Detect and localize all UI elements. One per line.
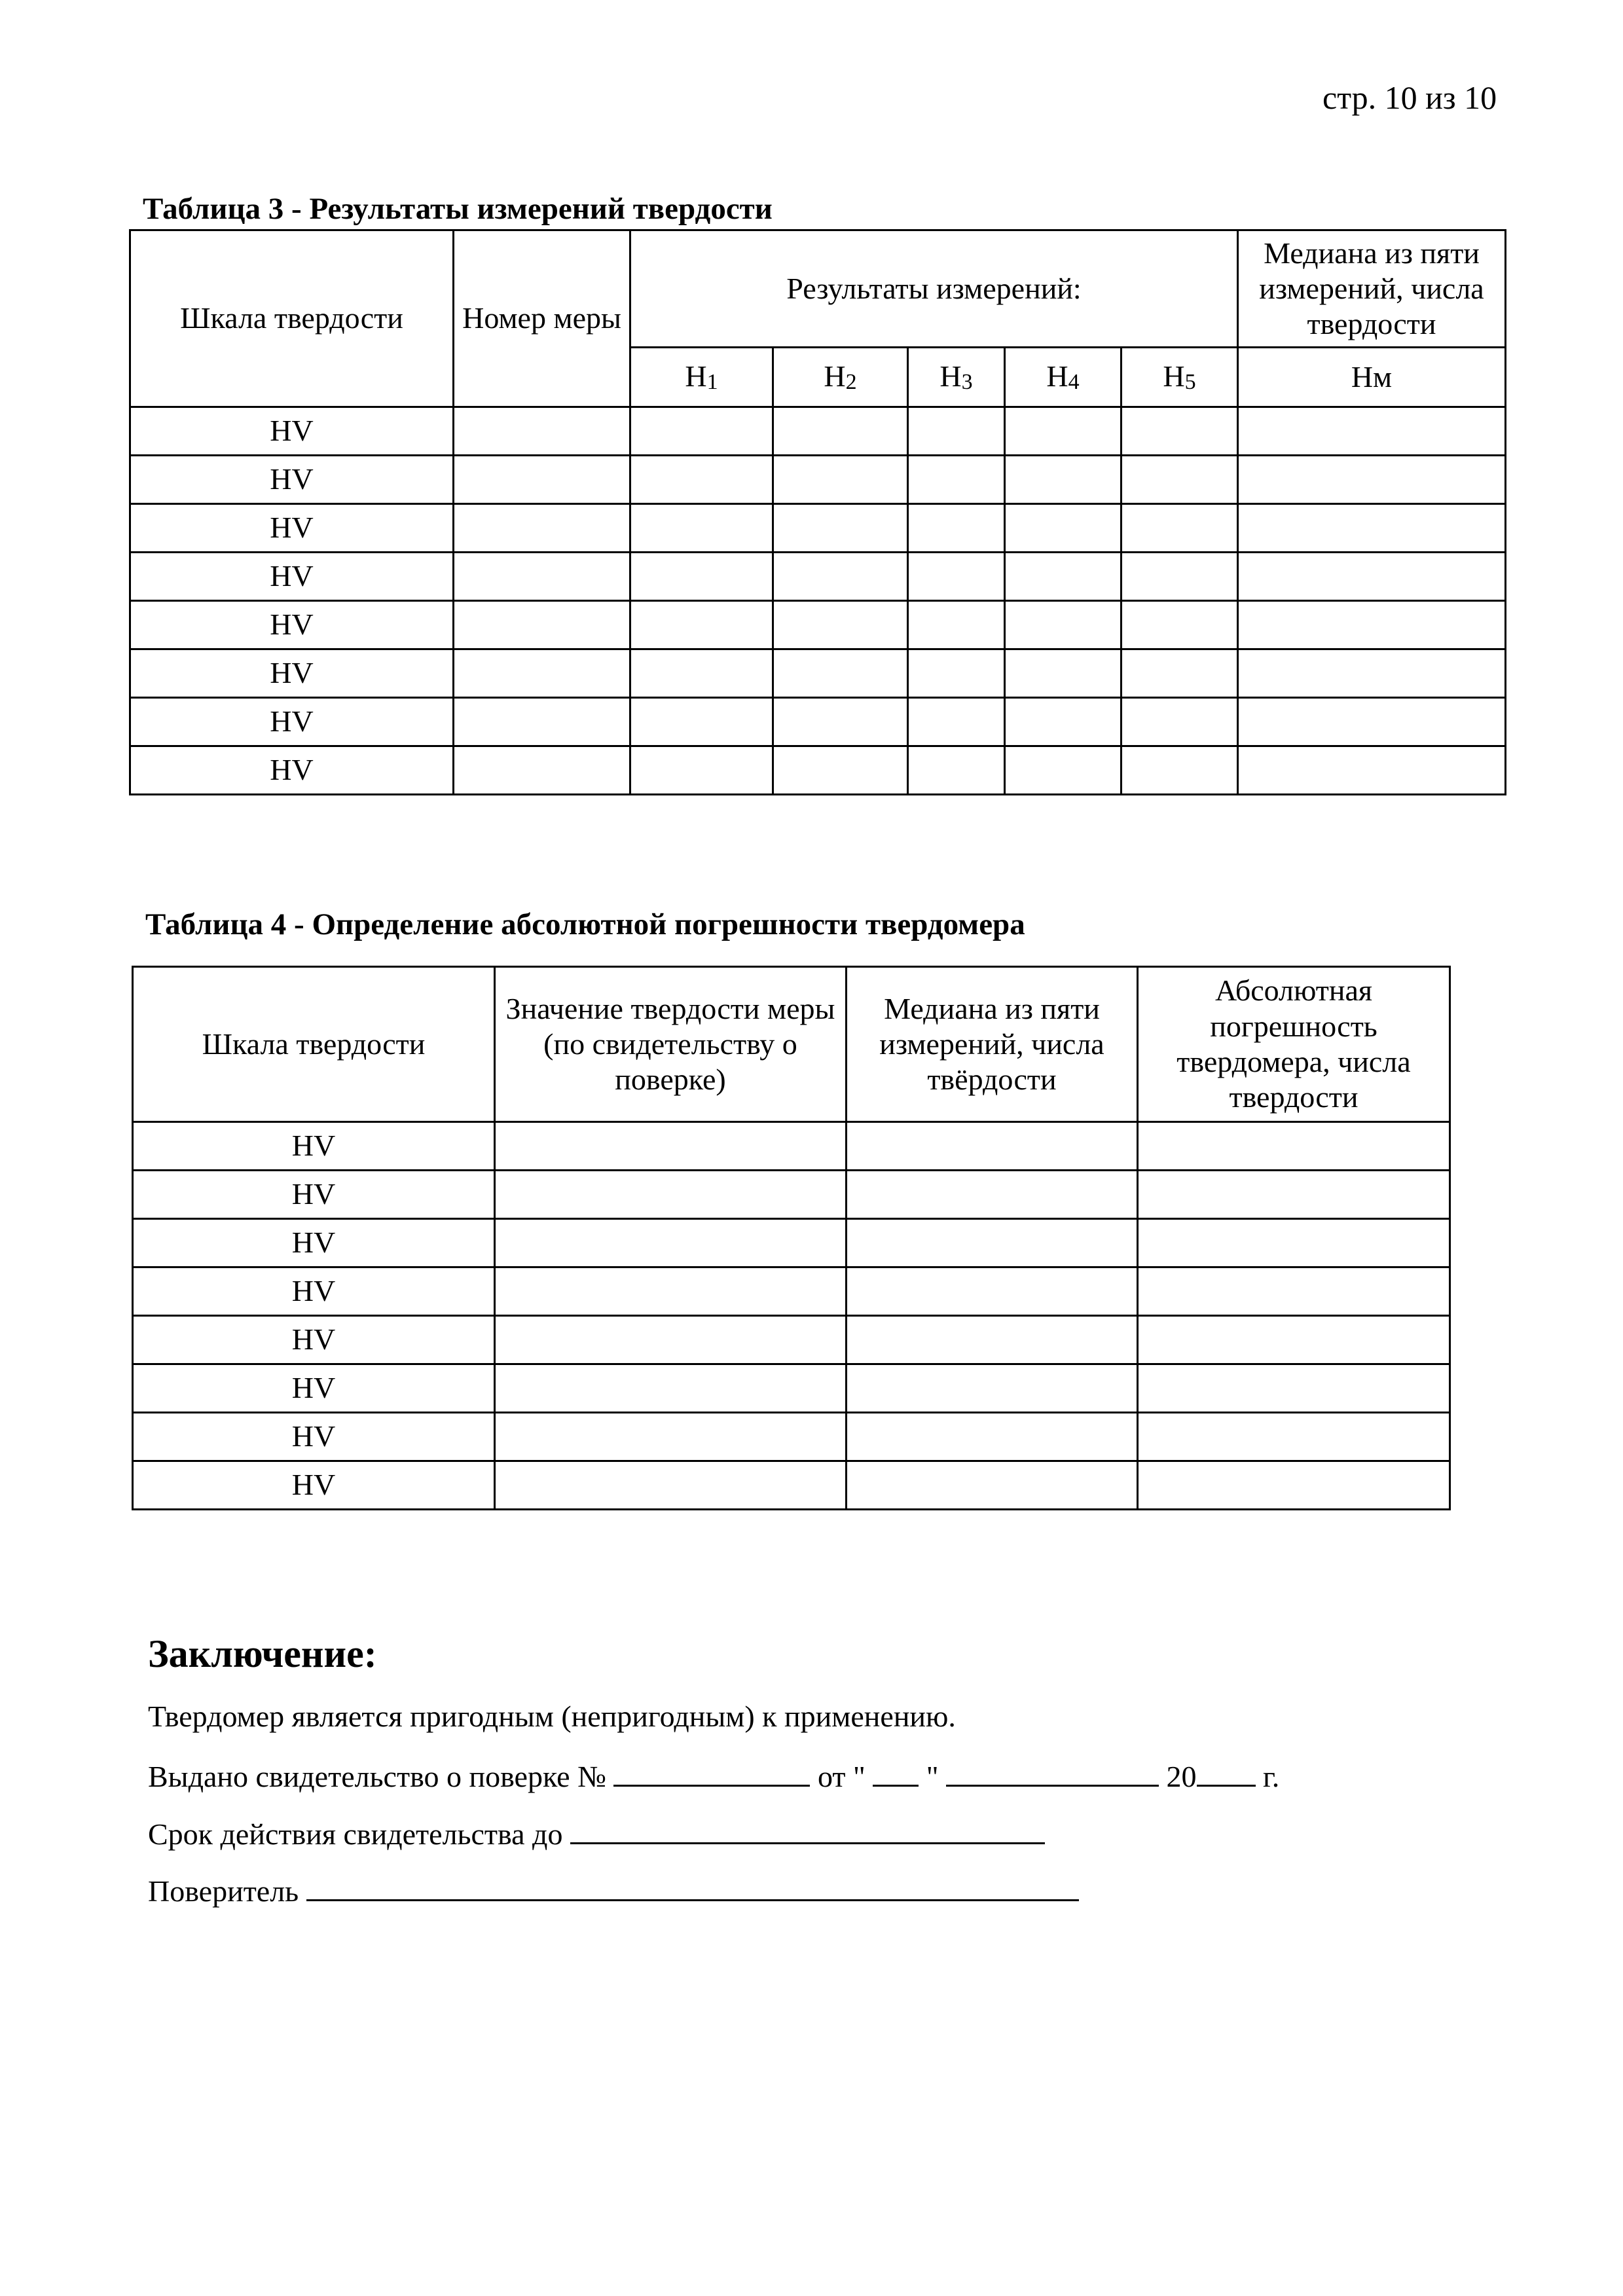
empty-cell[interactable]	[1122, 407, 1238, 456]
scale-cell: HV	[133, 1461, 495, 1510]
header-h2: $H_2$	[773, 348, 908, 407]
empty-cell[interactable]	[454, 504, 630, 553]
empty-cell[interactable]	[495, 1316, 847, 1364]
empty-cell[interactable]	[847, 1413, 1138, 1461]
empty-cell[interactable]	[1138, 1461, 1450, 1510]
scale-cell: HV	[130, 698, 454, 746]
scale-cell: HV	[133, 1122, 495, 1171]
empty-cell[interactable]	[454, 649, 630, 698]
empty-cell[interactable]	[1138, 1122, 1450, 1171]
empty-cell[interactable]	[773, 746, 908, 795]
empty-cell[interactable]	[847, 1171, 1138, 1219]
empty-cell[interactable]	[495, 1267, 847, 1316]
certificate-month-field[interactable]	[946, 1755, 1159, 1787]
header-h3: $H_3$	[908, 348, 1005, 407]
empty-cell[interactable]	[630, 649, 773, 698]
empty-cell[interactable]	[847, 1316, 1138, 1364]
empty-cell[interactable]	[495, 1461, 847, 1510]
page-number: стр. 10 из 10	[1322, 79, 1497, 116]
table-row	[133, 1413, 1450, 1461]
empty-cell[interactable]	[908, 698, 1005, 746]
empty-cell[interactable]	[1238, 698, 1506, 746]
empty-cell[interactable]	[1122, 601, 1238, 649]
empty-cell[interactable]	[1005, 746, 1122, 795]
header-h1: $H_1$	[630, 348, 773, 407]
empty-cell[interactable]	[1238, 456, 1506, 504]
scale-cell: HV	[130, 649, 454, 698]
table-row	[133, 1364, 1450, 1413]
empty-cell[interactable]	[847, 1219, 1138, 1267]
empty-cell[interactable]	[908, 553, 1005, 601]
conclusion-line-certificate: Выдано свидетельство о поверке № от " " 20 г.	[148, 1755, 1279, 1794]
empty-cell[interactable]	[773, 649, 908, 698]
empty-cell[interactable]	[630, 601, 773, 649]
empty-cell[interactable]	[908, 407, 1005, 456]
empty-cell[interactable]	[630, 553, 773, 601]
empty-cell[interactable]	[1238, 649, 1506, 698]
empty-cell[interactable]	[454, 746, 630, 795]
empty-cell[interactable]	[1138, 1364, 1450, 1413]
empty-cell[interactable]	[773, 601, 908, 649]
empty-cell[interactable]	[773, 407, 908, 456]
empty-cell[interactable]	[1238, 407, 1506, 456]
conclusion-line-validity: Срок действия свидетельства до	[148, 1812, 1045, 1851]
certificate-year-field[interactable]	[1197, 1755, 1256, 1787]
header-h4: $H_4$	[1005, 348, 1122, 407]
table-row	[133, 1171, 1450, 1219]
empty-cell[interactable]	[847, 1122, 1138, 1171]
empty-cell[interactable]	[454, 698, 630, 746]
scale-cell: HV	[133, 1364, 495, 1413]
empty-cell[interactable]	[1122, 456, 1238, 504]
empty-cell[interactable]	[495, 1219, 847, 1267]
empty-cell[interactable]	[908, 649, 1005, 698]
table-row	[133, 1267, 1450, 1316]
empty-cell[interactable]	[1138, 1413, 1450, 1461]
scale-cell: HV	[130, 504, 454, 553]
empty-cell[interactable]	[1005, 698, 1122, 746]
empty-cell[interactable]	[1005, 407, 1122, 456]
table-row	[133, 1122, 1450, 1171]
empty-cell[interactable]	[908, 504, 1005, 553]
table-row	[130, 504, 1506, 553]
validity-date-field[interactable]	[570, 1812, 1045, 1844]
empty-cell[interactable]	[1005, 553, 1122, 601]
empty-cell[interactable]	[630, 456, 773, 504]
empty-cell[interactable]	[495, 1122, 847, 1171]
table-row	[130, 649, 1506, 698]
empty-cell[interactable]	[773, 698, 908, 746]
empty-cell[interactable]	[1122, 553, 1238, 601]
header-median: Медиана из пяти измерений, числа твёрдости	[847, 967, 1138, 1122]
table3-caption: Таблица 3 - Результаты измерений твердости	[143, 192, 773, 226]
scale-cell: HV	[133, 1171, 495, 1219]
empty-cell[interactable]	[454, 456, 630, 504]
scale-cell: HV	[130, 746, 454, 795]
hardness-results-table	[129, 229, 1506, 795]
conclusion-line-suitability: Твердомер является пригодным (непригодным) к применению.	[148, 1700, 956, 1733]
empty-cell[interactable]	[495, 1171, 847, 1219]
empty-cell[interactable]	[1122, 698, 1238, 746]
certificate-day-field[interactable]	[873, 1755, 919, 1787]
table4-caption: Таблица 4 - Определение абсолютной погрешности твердомера	[145, 907, 1025, 941]
scale-cell: HV	[133, 1267, 495, 1316]
header-median: Медиана из пяти измерений, числа твердости	[1238, 230, 1506, 348]
empty-cell[interactable]	[1238, 601, 1506, 649]
header-hardness-value: Значение твердости меры (по свидетельству о поверке)	[495, 967, 847, 1122]
header-h5: $H_5$	[1122, 348, 1238, 407]
empty-cell[interactable]	[773, 456, 908, 504]
table-row	[130, 553, 1506, 601]
scale-cell: HV	[130, 456, 454, 504]
empty-cell[interactable]	[908, 746, 1005, 795]
table-row	[133, 1461, 1450, 1510]
header-results: Результаты измерений:	[630, 230, 1238, 348]
empty-cell[interactable]	[908, 601, 1005, 649]
header-scale: Шкала твердости	[133, 967, 495, 1122]
header-scale: Шкала твердости	[130, 230, 454, 407]
table-row	[133, 1316, 1450, 1364]
conclusion-line-verifier: Поверитель	[148, 1869, 1079, 1908]
scale-cell: HV	[133, 1413, 495, 1461]
empty-cell[interactable]	[1238, 553, 1506, 601]
conclusion-title: Заключение:	[148, 1632, 377, 1675]
header-abs-error: Абсолютная погрешность твердомера, числа твердости	[1138, 967, 1450, 1122]
scale-cell: HV	[130, 553, 454, 601]
scale-cell: HV	[130, 601, 454, 649]
empty-cell[interactable]	[908, 456, 1005, 504]
empty-cell[interactable]	[1138, 1316, 1450, 1364]
empty-cell[interactable]	[454, 601, 630, 649]
empty-cell[interactable]	[454, 553, 630, 601]
empty-cell[interactable]	[630, 746, 773, 795]
empty-cell[interactable]	[773, 553, 908, 601]
certificate-number-field[interactable]	[613, 1755, 810, 1787]
empty-cell[interactable]	[495, 1413, 847, 1461]
empty-cell[interactable]	[630, 504, 773, 553]
table-row	[130, 407, 1506, 456]
empty-cell[interactable]	[1122, 746, 1238, 795]
empty-cell[interactable]	[847, 1267, 1138, 1316]
empty-cell[interactable]	[1005, 649, 1122, 698]
empty-cell[interactable]	[773, 504, 908, 553]
empty-cell[interactable]	[1238, 746, 1506, 795]
header-hm: Hм	[1238, 348, 1506, 407]
empty-cell[interactable]	[630, 407, 773, 456]
empty-cell[interactable]	[1005, 456, 1122, 504]
absolute-error-table	[132, 966, 1451, 1510]
empty-cell[interactable]	[1122, 649, 1238, 698]
table-row	[133, 1219, 1450, 1267]
empty-cell[interactable]	[847, 1461, 1138, 1510]
empty-cell[interactable]	[1138, 1171, 1450, 1219]
empty-cell[interactable]	[1122, 504, 1238, 553]
scale-cell: HV	[130, 407, 454, 456]
table-row	[130, 456, 1506, 504]
empty-cell[interactable]	[1138, 1219, 1450, 1267]
empty-cell[interactable]	[847, 1364, 1138, 1413]
header-measure-number: Номер меры	[454, 230, 630, 407]
empty-cell[interactable]	[495, 1364, 847, 1413]
verifier-field[interactable]	[306, 1869, 1079, 1901]
empty-cell[interactable]	[454, 407, 630, 456]
empty-cell[interactable]	[1238, 504, 1506, 553]
scale-cell: HV	[133, 1316, 495, 1364]
empty-cell[interactable]	[630, 698, 773, 746]
table-row	[130, 601, 1506, 649]
empty-cell[interactable]	[1005, 601, 1122, 649]
scale-cell: HV	[133, 1219, 495, 1267]
table-row	[130, 746, 1506, 795]
table-row	[130, 698, 1506, 746]
empty-cell[interactable]	[1005, 504, 1122, 553]
empty-cell[interactable]	[1138, 1267, 1450, 1316]
